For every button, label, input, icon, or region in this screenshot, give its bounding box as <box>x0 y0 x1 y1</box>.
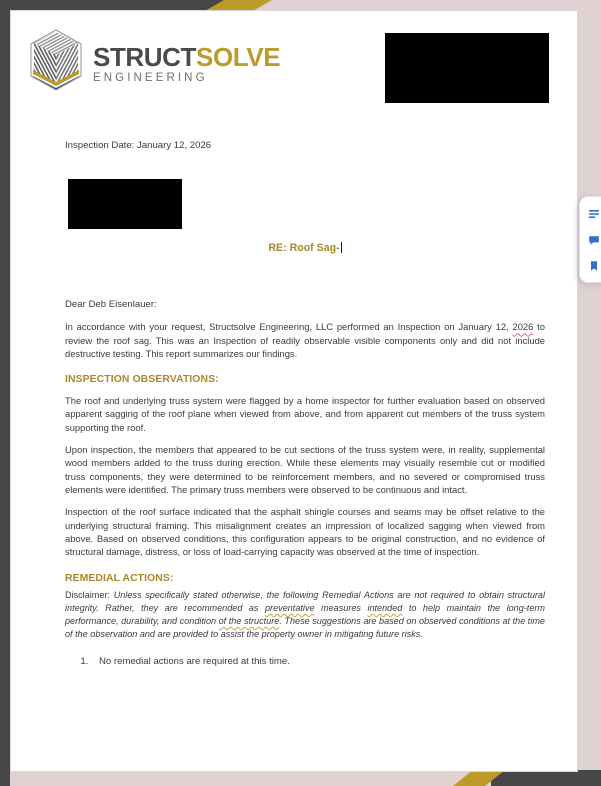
wordmark-accent: SOLVE <box>196 41 281 72</box>
document-body[interactable] <box>65 139 545 670</box>
disclaimer-part4: . These suggestions are based on observed conditions at the time of the observation and are provided to assist the property owner in mitigating future risks. <box>65 615 545 640</box>
wordmark <box>93 41 281 85</box>
grammar-flag-of-the-structure[interactable]: of the structure <box>218 615 280 626</box>
remedial-actions-heading: REMEDIAL ACTIONS: <box>65 572 174 584</box>
remedial-actions-list <box>91 655 545 669</box>
remedial-disclaimer <box>65 589 545 642</box>
intro-part2: to review the roof sag. This was an Inspection of readily observable visible components only and did not include destructive testing. This report summarizes our findings. <box>65 321 545 359</box>
inspection-date-line: Inspection Date: January 12, 2026 <box>65 140 212 151</box>
observations-paragraph-2: Upon inspection, the members that appeared to be cut sections of the truss system were, in reality, supplemental wood members added to the truss during erection. While these elements may visually resemble cut or modified truss components, they were determined to be reinforcement members, and no severed or compromised truss elements were identified. The primary truss members were observed to be continuous and intact. <box>65 444 545 496</box>
observations-paragraph-3: Inspection of the roof surface indicated that the asphalt shingle courses and seams may be offset relative to the underlying structural framing. This misalignment creates an impression of localized sagging when viewed from above. Based on observed conditions, this configuration appears to be original construction, and no evidence of structural damage, distress, or loss of load-carrying capacity was observed at the time of inspection. <box>65 506 545 558</box>
intro-paragraph <box>65 320 545 360</box>
disclaimer-part1: Unless specifically stated otherwise, the following Remedial Actions are not required to obtain structural integrity. Rather, they are recommended as <box>65 589 545 613</box>
disclaimer-part3: to help maintain the long-term performance, durability, and condition <box>65 602 545 626</box>
disclaimer-lead: Disclaimer: <box>65 589 110 600</box>
grammar-flag-preventative[interactable]: preventative <box>265 602 315 613</box>
spellcheck-flagged-year[interactable]: 2026 <box>512 321 534 333</box>
re-subject-text: RE: Roof Sag- <box>268 241 340 254</box>
hexagon-building-icon <box>29 29 83 99</box>
letterhead <box>29 29 280 99</box>
wordmark-primary: STRUCT <box>93 41 197 72</box>
salutation: Dear Deb Eisenlauer: <box>65 298 157 310</box>
left-edge-rail <box>0 0 10 786</box>
observations-paragraph-1: The roof and underlying truss system were flagged by a home inspector for further evaluation based on observed apparent sagging of the roof plane when viewed from above, and from apparent cut members of the truss system supporting the roof. <box>65 395 545 433</box>
text-edit-icon[interactable] <box>586 206 601 221</box>
redaction-header-contact-block <box>385 33 549 103</box>
wordmark-subtitle: ENGINEERING <box>93 72 208 85</box>
observations-heading: INSPECTION OBSERVATIONS: <box>65 374 219 386</box>
intro-part1: In accordance with your request, Structsolve Engineering, LLC performed an Inspection on January 12, <box>65 321 513 333</box>
floating-toolbar[interactable] <box>579 196 601 283</box>
comment-icon[interactable] <box>586 232 601 247</box>
bookmark-icon[interactable] <box>586 258 601 273</box>
grammar-flag-intended[interactable]: intended <box>367 602 403 613</box>
list-item: 1. No remedial actions are required at this time. <box>91 655 545 669</box>
re-subject-line[interactable] <box>65 241 545 256</box>
corner-accent-dark-bottom <box>491 770 601 786</box>
text-cursor <box>341 242 342 253</box>
document-page[interactable] <box>10 10 578 772</box>
address-block-spacer <box>65 153 545 241</box>
disclaimer-part2: measures <box>314 602 368 613</box>
